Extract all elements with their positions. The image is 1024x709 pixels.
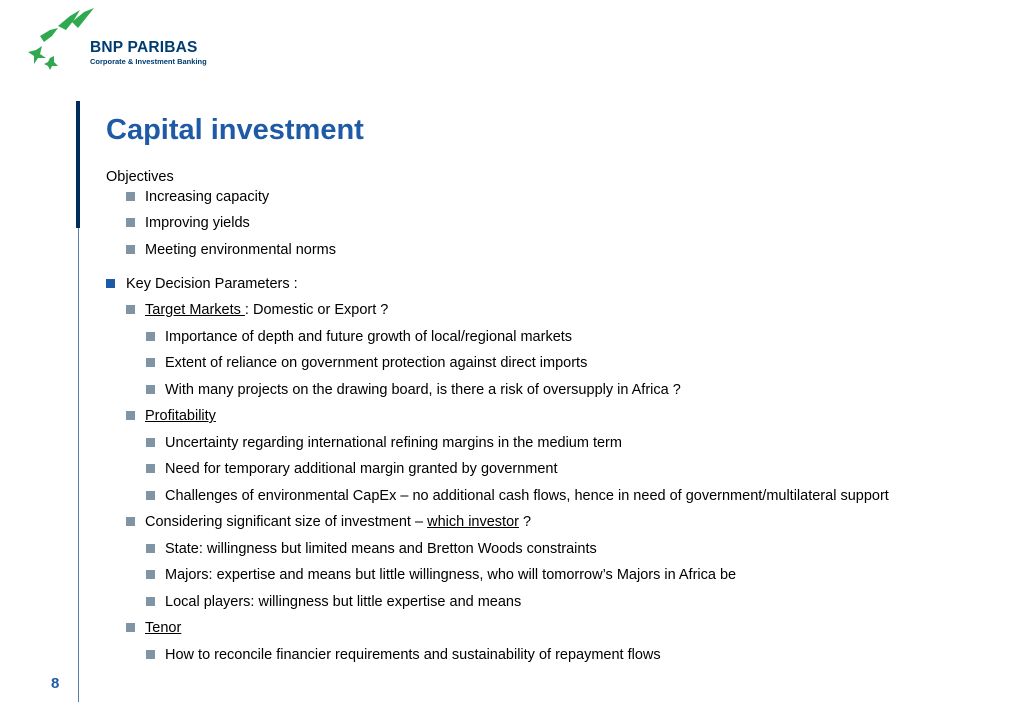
accent-bar (76, 101, 80, 228)
bullet-icon (146, 650, 155, 659)
bullet-icon (146, 385, 155, 394)
bullet-icon (126, 411, 135, 420)
list-item: Meeting environmental norms (145, 241, 336, 259)
bullet-icon (126, 245, 135, 254)
stars-icon (28, 6, 98, 70)
objectives-heading: Objectives (106, 169, 174, 185)
list-item: Local players: willingness but little expertise and means (165, 593, 521, 611)
bullet-icon (106, 279, 115, 288)
list-item: State: willingness but limited means and Bretton Woods constraints (165, 540, 597, 558)
list-item: Majors: expertise and means but little willingness, who will tomorrow’s Majors in Africa be (165, 566, 736, 584)
list-item-profitability (145, 407, 216, 425)
list-item: Extent of reliance on government protection against direct imports (165, 354, 587, 372)
list-item: Challenges of environmental CapEx – no additional cash flows, hence in need of government/multilateral support (165, 487, 889, 505)
list-item: Need for temporary additional margin granted by government (165, 460, 558, 478)
bullet-icon (146, 332, 155, 341)
bullet-icon (146, 491, 155, 500)
tenor-link[interactable]: Tenor (145, 620, 182, 636)
list-item-tenor (145, 619, 181, 637)
bnp-paribas-logo (28, 6, 208, 70)
bullet-icon (126, 192, 135, 201)
bullet-icon (146, 597, 155, 606)
logo-name: BNP PARIBAS (90, 39, 198, 56)
slide-title: Capital investment (106, 114, 364, 146)
key-decision-heading: Key Decision Parameters : (126, 275, 298, 293)
list-item: Uncertainty regarding international refining margins in the medium term (165, 434, 622, 452)
bullet-icon (126, 218, 135, 227)
list-item: How to reconcile financier requirements and sustainability of repayment flows (165, 646, 661, 664)
logo-subtitle: Corporate & Investment Banking (90, 57, 207, 66)
list-item: Importance of depth and future growth of local/regional markets (165, 328, 572, 346)
bullet-icon (146, 358, 155, 367)
bullet-icon (146, 570, 155, 579)
bullet-icon (126, 305, 135, 314)
list-item-target-markets: Target Markets : Domestic or Export ? (145, 301, 388, 319)
bullet-icon (146, 464, 155, 473)
page-number: 8 (51, 675, 60, 692)
list-item: Improving yields (145, 214, 250, 232)
which-investor-link[interactable]: which investor (427, 514, 519, 530)
profitability-link[interactable]: Profitability (145, 408, 216, 424)
bullet-icon (146, 544, 155, 553)
target-markets-link[interactable]: Target Markets (145, 302, 245, 318)
bullet-icon (146, 438, 155, 447)
bullet-icon (126, 623, 135, 632)
list-item: With many projects on the drawing board, is there a risk of oversupply in Africa ? (165, 381, 681, 399)
list-item: Increasing capacity (145, 188, 269, 206)
bullet-icon (126, 517, 135, 526)
divider-line (78, 228, 79, 702)
list-item-investor: Considering significant size of investment – which investor ? (145, 513, 531, 531)
